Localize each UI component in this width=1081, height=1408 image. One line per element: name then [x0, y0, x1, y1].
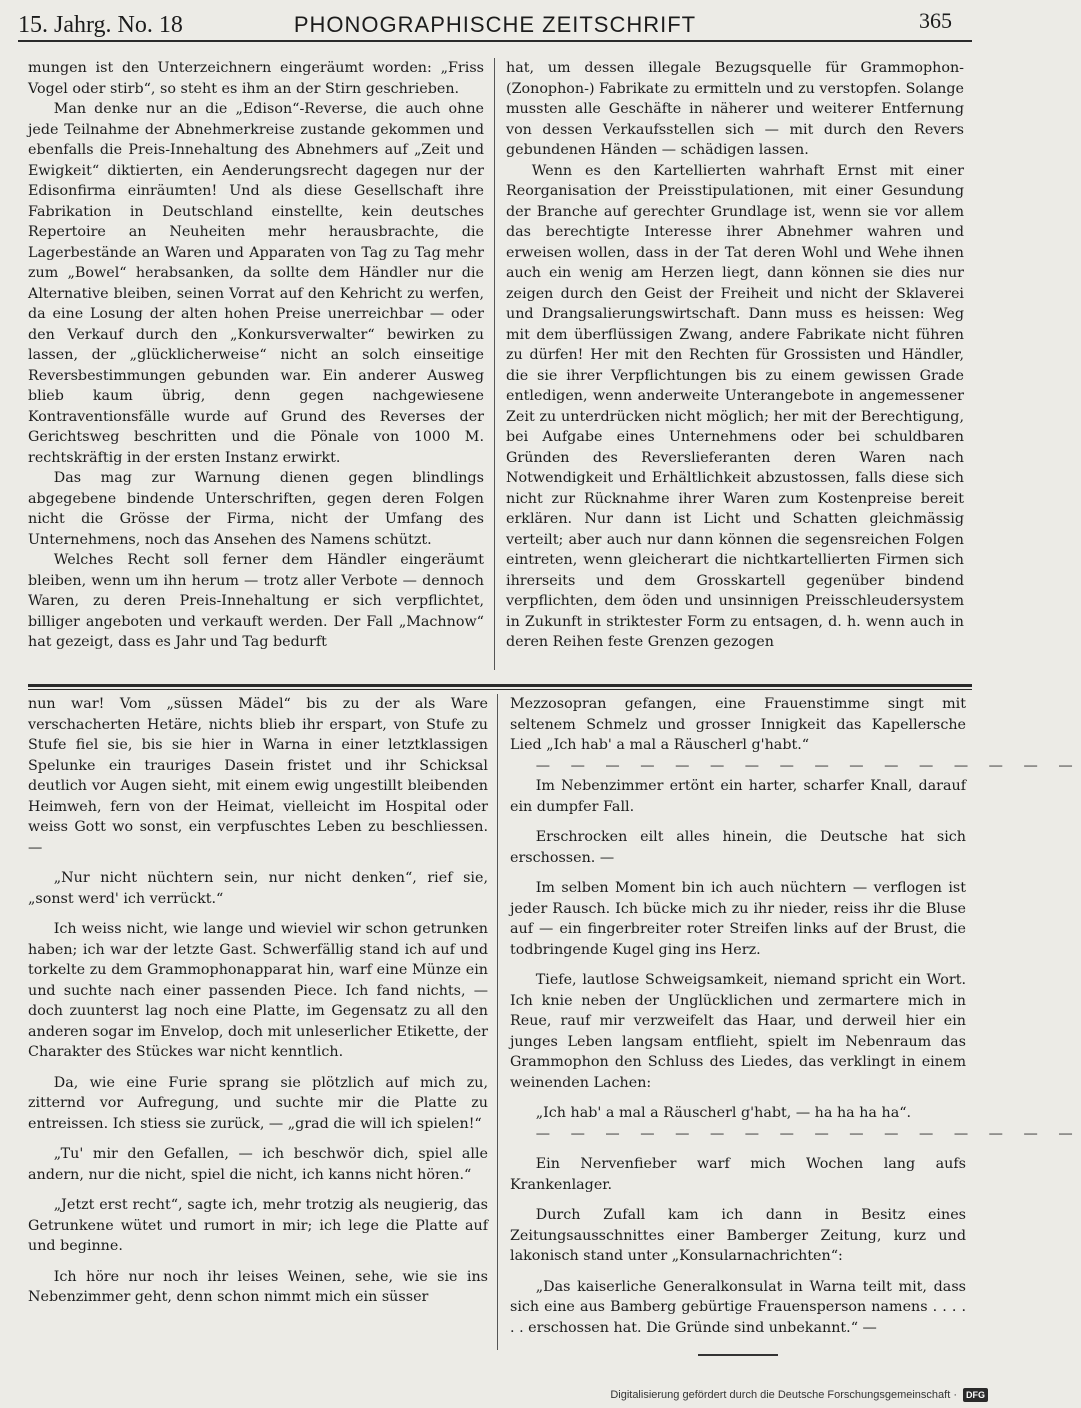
paragraph: Durch Zufall kam ich dann in Besitz eines Zeitungsausschnittes einer Bamberger Zeitung, kurz und lakonisch stand unter „Konsularnachrichten“: [510, 1207, 966, 1264]
digitization-footer [610, 1388, 988, 1402]
paragraph: nun war! Vom „süssen Mädel“ bis zu der als Ware verschacherten Hetäre, nichts blieb ihr erspart, von Stufe zu Stufe fiel sie, bis sie hier in Warna in einer letztklassigen Spelunke ein trauriges Dasein fristet und ihr Schicksal deutlich vor Augen sieht, mit einem ewig ungestillt bleibenden Heimweh, fern von der Heimat, vielleicht im Hospital oder weiss Gott wo sonst, ein verpfuschtes Leben zu beschliessen. — [28, 696, 488, 856]
paragraph: hat, um dessen illegale Bezugsquelle für Grammophon- (Zonophon-) Fabrikate zu ermitteln und zu verstopfen. Solange mussten alle Geschäfte in näherer und weiterer Entfernung von dessen Verkaufsstellen sich — mit durch den Revers gebundenen Händen — schädigen lassen. [506, 60, 964, 158]
paragraph: Ein Nervenfieber warf mich Wochen lang aufs Krankenlager. [510, 1156, 966, 1193]
paragraph: Wenn es den Kartellierten wahrhaft Ernst mit einer Reorganisation der Preisstipulationen, mit einer Gesundung der Branche auf gerechter Grundlage ist, wenn sie vor allem das berechtigte Interesse ihrer Abnehmer wahren und erweisen wollen, dass in der Tat deren Wohl und Wehe ihnen auch ein wenig am Herzen liegt, dann können sie dies nur zeigen durch den Geist der Freiheit und nicht der Sklaverei und Drangsalierungswirtschaft. Dann muss es heissen: Weg mit dem überflüssigen Zwang, andere Fabrikate nicht führen zu dürfen! Her mit den Rechten für Grossisten und Händler, die sie ihrer Verpflichtungen bis zu einem gewissen Grade entledigen, wenn anderweite Unterangebote in angemessener Zeit zu unterdrücken nicht möglich; her mit der Berechtigung, bei Aufgabe eines Unternehmens oder bei schuldbaren Gründen des Reverslieferanten deren Waren nach Notwendigkeit und Erhältlichkeit abzustossen, falls diese sich nicht zur Rücknahme ihrer Waren zum Kostenpreise bereit erklären. Nur dann ist Licht und Schatten gleichmässig verteilt; aber auch nur dann können die segensreichen Folgen eintreten, wenn gleicherart die nichtkartellierten Firmen sich ihrerseits und dem Grosskartell gegenüber bindend verpflichten, dem öden und unsinnigen Preisschleudersystem in Zukunft in striktester Form zu entsagen, d. h. wenn auch in deren Reihen feste Grenzen gezogen [506, 162, 964, 650]
paragraph: mungen ist den Unterzeichnern eingeräumt worden: „Friss Vogel oder stirb“, so steht es ihm an der Stirn geschrieben. [28, 60, 484, 97]
dash-separator: — — — — — — — — — — — — — — — — [535, 757, 1081, 774]
end-rule [698, 1354, 778, 1356]
paragraph: Tiefe, lautlose Schweigsamkeit, niemand spricht ein Wort. Ich knie neben der Unglücklichen und zermartere mich in Reue, rauf mir verzweifelt das Haar, und derweil hier ein junges Leben langsam entflieht, spielt im Nebenraum das Grammophon den Schluss des Liedes, das verklingt in einem weinenden Lachen: [510, 972, 966, 1091]
paragraph: Da, wie eine Furie sprang sie plötzlich auf mich zu, zitternd vor Aufregung, und suchte mir die Platte zu entreissen. Ich stiess sie zurück, — „grad die will ich spielen!“ [28, 1074, 488, 1132]
paragraph: Erschrocken eilt alles hinein, die Deutsche hat sich erschossen. — [510, 829, 966, 866]
column-divider [497, 694, 498, 1350]
section-divider [28, 684, 972, 690]
column-divider [494, 58, 495, 670]
paragraph: Mezzosopran gefangen, eine Frauenstimme singt mit seltenem Schmelz und grosser Innigkeit das Kapellersche Lied „Ich hab' a mal a Räuscherl g'habt.“ [510, 696, 966, 753]
paragraph: „Das kaiserliche Generalkonsulat in Warna teilt mit, dass sich eine aus Bamberg gebürtige Frauensperson namens . . . . . . erschossen hat. Die Gründe sind unbekannt.“ — [510, 1278, 966, 1336]
journal-title: PHONOGRAPHISCHE ZEITSCHRIFT [293, 12, 697, 37]
story-column-bottom-left [28, 694, 488, 1308]
dash-separator: — — — — — — — — — — — — — — — — [535, 1125, 1081, 1142]
dfg-logo: DFG [963, 1388, 988, 1402]
paragraph: Im Nebenzimmer ertönt ein harter, scharfer Knall, darauf ein dumpfer Fall. [510, 778, 966, 815]
paragraph: Ich höre nur noch ihr leises Weinen, sehe, wie sie ins Nebenzimmer geht, denn schon nimmt mich ein süsser [28, 1268, 488, 1305]
page-header [18, 6, 972, 42]
article-column-top-left [28, 58, 484, 653]
page-number: 365 [919, 8, 952, 33]
paragraph: „Jetzt erst recht“, sagte ich, mehr trotzig als neugierig, das Getrunkene wütet und rumort in mir; ich lege die Platte auf und beginne. [28, 1197, 488, 1254]
paragraph: Das mag zur Warnung dienen gegen blindlings abgegebene bindende Unterschriften, gegen deren Folgen nicht die Grösse der Firma, nicht der Umfang des Unternehmens, noch das Ansehen des Namens schützt. [28, 470, 484, 548]
paragraph: „Tu' mir den Gefallen, — ich beschwör dich, spiel alle andern, nur die nicht, spiel die nicht, ich kanns nicht hören.“ [28, 1146, 488, 1183]
song-quote: „Ich hab' a mal a Räuscherl g'habt, — ha ha ha ha“. [535, 1105, 912, 1121]
paragraph: Welches Recht soll ferner dem Händler eingeräumt bleiben, wenn um ihn herum — trotz aller Verbote — dennoch Waren, zu deren Preis-Innehaltung er sich verpflichtet, billiger angeboten und verkauft werden. Der Fall „Machnow“ hat gezeigt, dass es Jahr und Tag bedurft [28, 552, 484, 650]
footer-text: Digitalisierung gefördert durch die Deutsche Forschungsgemeinschaft · [610, 1389, 957, 1401]
story-column-bottom-right [510, 694, 1081, 1356]
paragraph: „Nur nicht nüchtern sein, nur nicht denken“, rief sie, „sonst werd' ich verrückt.“ [28, 870, 488, 907]
paragraph: Ich weiss nicht, wie lange und wieviel wir schon getrunken haben; ich war der letzte Gast. Schwerfällig stand ich auf und torkelte zu dem Grammophonapparat hin, warf eine Münze ein und suchte nach einer passenden Piece. Ich fand nichts, — doch zuunterst lag noch eine Platte, im Gegensatz zu all den anderen sogar im Envelop, doch mit unleserlicher Etikette, der Charakter des Stückes war nicht kenntlich. [28, 921, 488, 1060]
issue-info: 15. Jahrg. No. 18 [18, 12, 183, 38]
paragraph: Man denke nur an die „Edison“-Reverse, die auch ohne jede Teilnahme der Abnehmerkreise zustande gekommen und ebenfalls die Preis-Innehaltung des Abnehmers auf „Zeit und Ewigkeit“ diktierten, ein Aenderungsrecht dagegen nur der Edisonfirma einräumten! Und als diese Gesellschaft ihre Fabrikation in Deutschland einstellte, kein deutsches Repertoire an Neuheiten mehr herausbrachte, die Lagerbestände an Waren und Apparaten von Tag zu Tag mehr zum „Bowel“ herabsanken, da sollte dem Händler nur die Alternative bleiben, seinen Vorrat auf den Kehricht zu werfen, da eine Losung der alten hohen Preise unerreichbar — oder den Verkauf durch den „Konkursverwalter“ bewirken zu lassen, der „glücklicherweise“ nicht an solch einseitige Reversbestimmungen gebunden war. Ein anderer Ausweg blieb kaum übrig, denn gegen nachgewiesene Kontraventionsfälle wurde auf Grund des Reverses der Gerichtsweg beschritten und die Pönale von 1000 M. rechtskräftig in der ersten Instanz erwirkt. [28, 101, 484, 466]
paragraph: Im selben Moment bin ich auch nüchtern — verflogen ist jeder Rausch. Ich bücke mich zu ihr nieder, reiss ihr die Bluse auf — ein fingerbreiter roter Streifen links auf der Brust, die todbringende Kugel ging ins Herz. [510, 880, 966, 958]
article-column-top-right [506, 58, 964, 653]
